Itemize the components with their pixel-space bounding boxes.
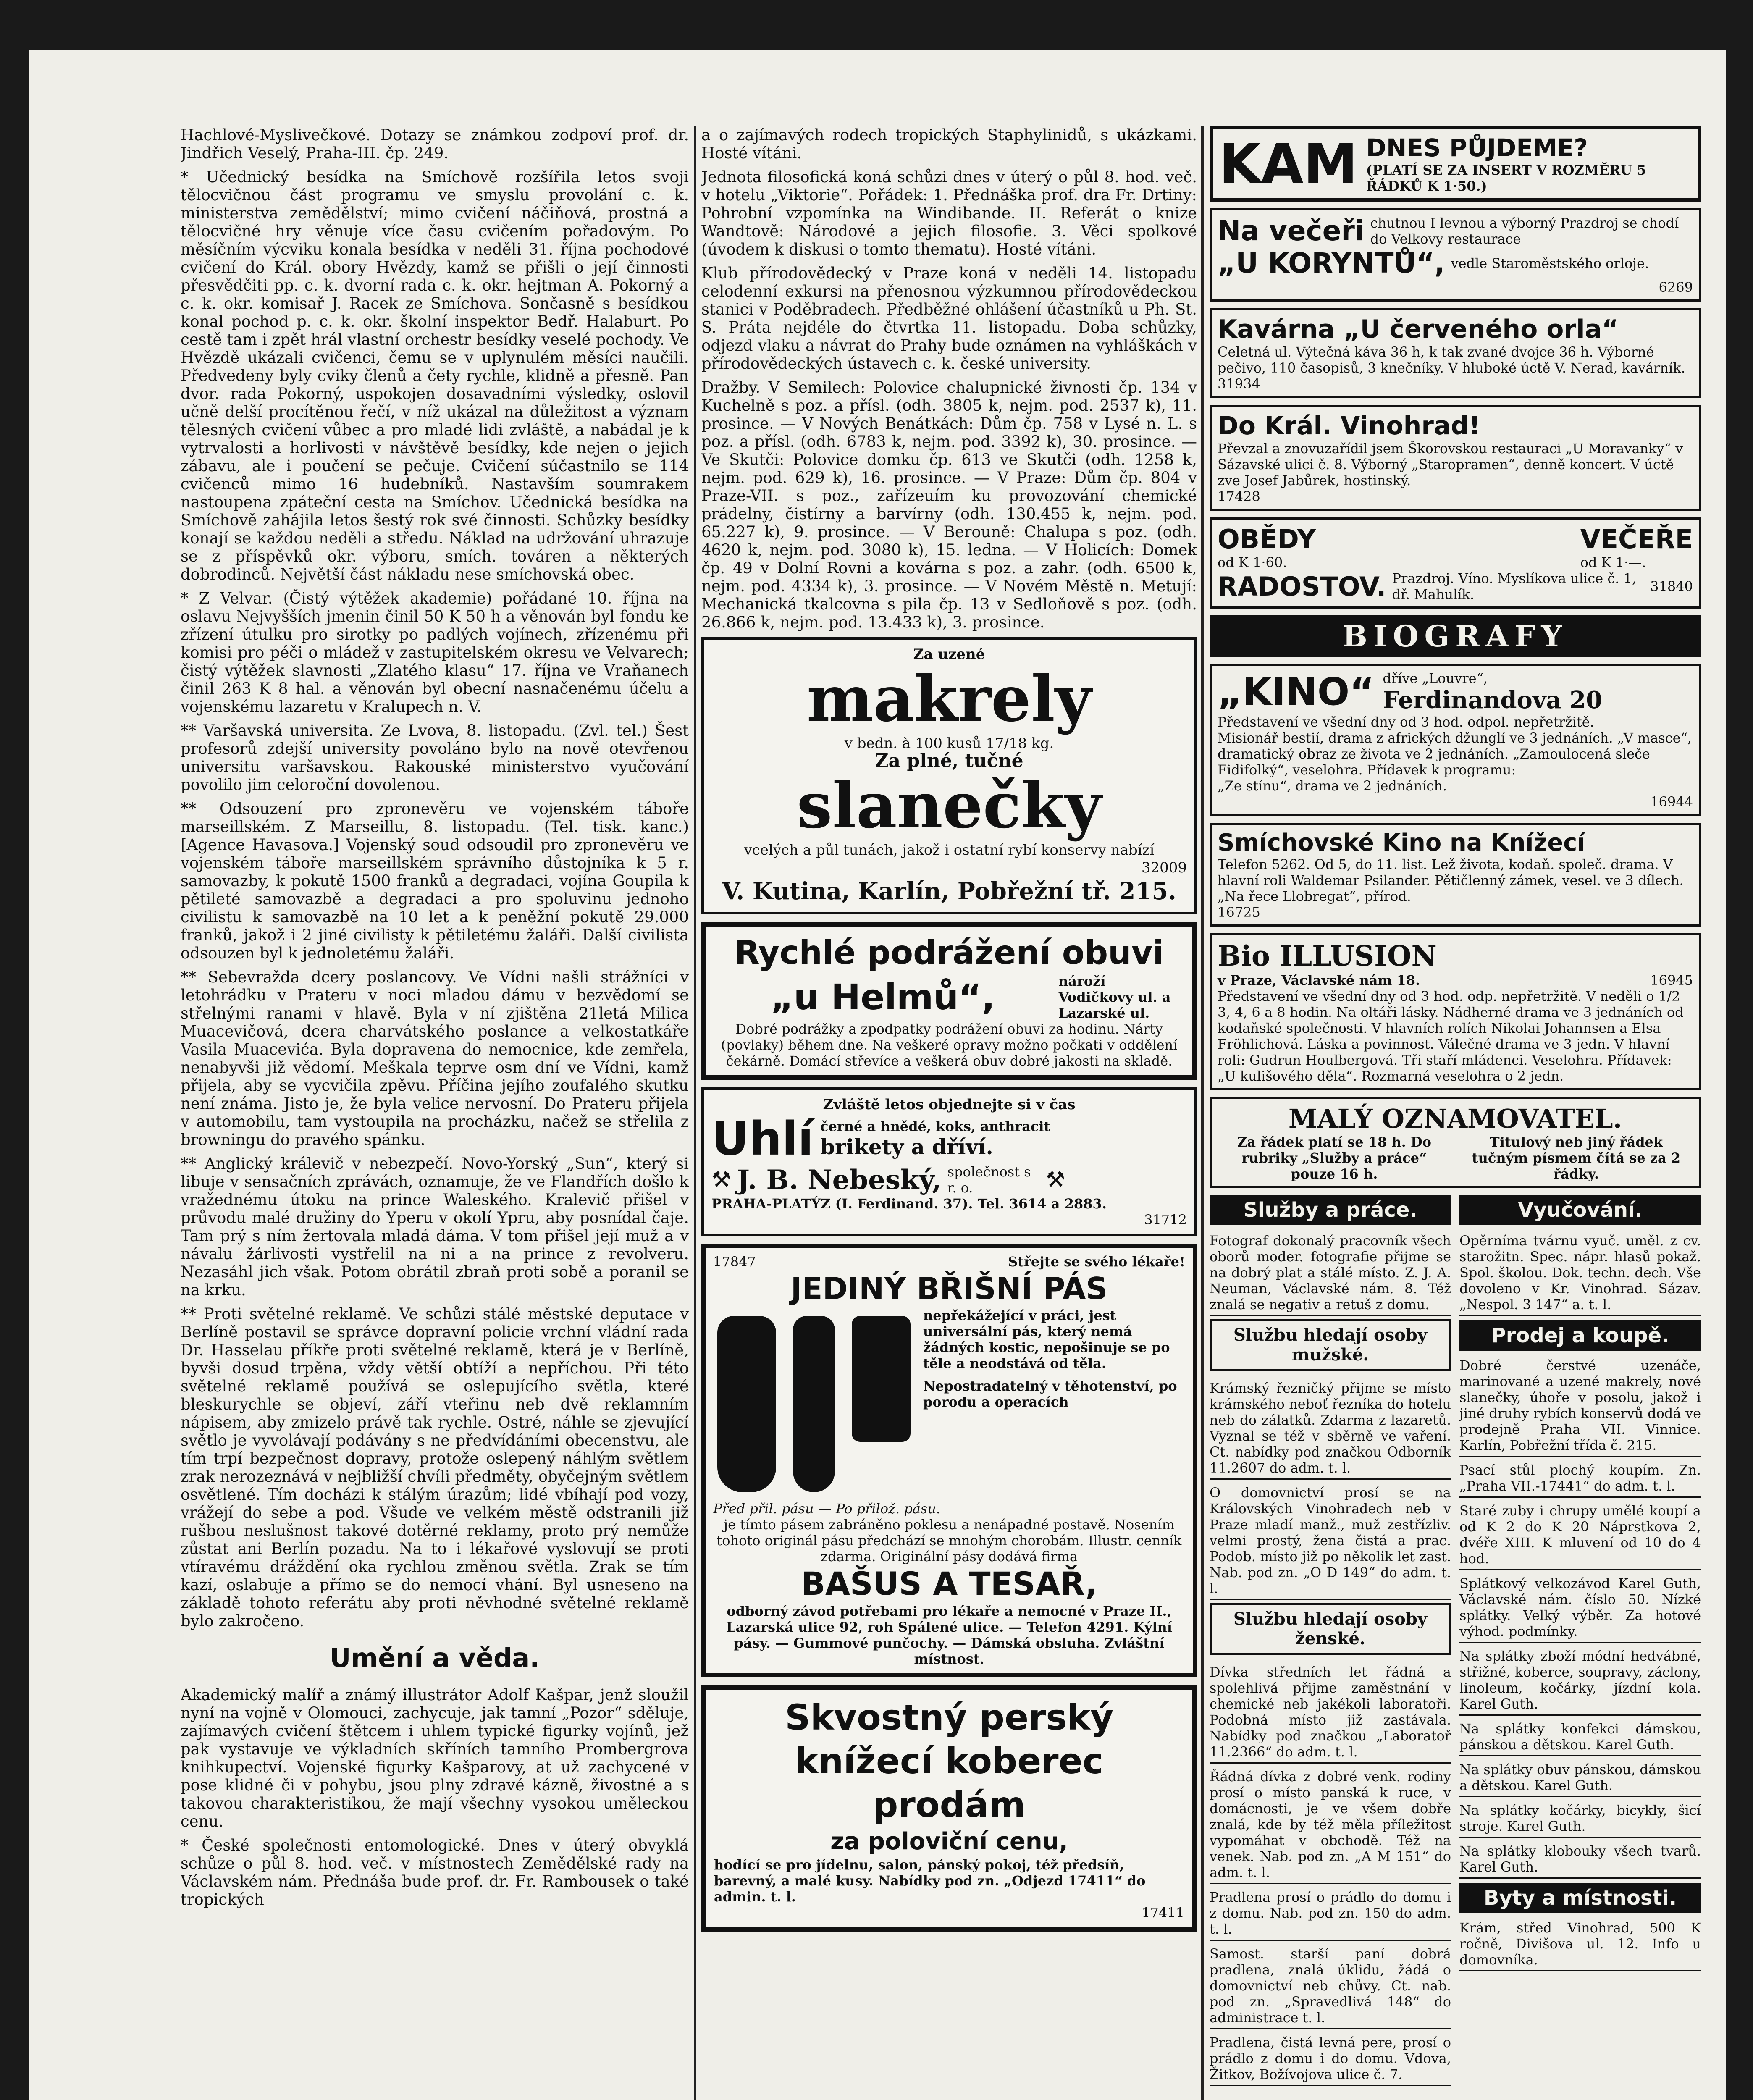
article-paragraph: Dražby. V Semilech: Polovice chalupnické živnosti čp. 134 v Kuchelně s poz. a přísl. (odh. 3805 k, nejm. pod. 2537 k), 11. prosince. — V Nových Benátkách: Dům čp. 758 v Lysé n. L. s poz. a přísl. (odh. 6783 k, nejm. pod. 3392 k), 30. prosince. — Ve Skutči: Polovice domku čp. 613 ve Skutči (odh. 1258 k, nejm. pod. 629 k), 16. prosince. — V Praze: Dům čp. 804 v Praze-VII. s poz., zařízeuím ku provozování chemické prádelny, čistírny a barvírny (odh. 130.455 k, nejm. pod. 65.227 k), 9. prosince. — V Berouně: Chalupa s poz. (odh. 4620 k, nejm. pod. 3080 k), 15. ledna. — V Holicích: Domek čp. 49 v Dolní Rovni a kovárna s poz. a zahr. (odh. 6500 k, nejm. pod. 4334 k), 3. prosince. — V Novém Městě n. Metují: Mechanická tkalcovna s pila čp. 13 v Sedloňově s poz. (odh. 26.866 k, nejm. pod. 13.433 k), 3. prosince.	[701, 378, 1197, 631]
classified-ad: Fotograf dokonalý pracovník všech oborů moder. fotografie přijme se na dobrý plat a stálé místo. Z. J. A. Neuman, Václavské nám. 8. Též znalá se negativ a retuš z domu.	[1210, 1230, 1451, 1316]
ad-helmu-title: Rychlé podrážení obuvi	[734, 934, 1164, 972]
ad-pas-head	[713, 1254, 1185, 1270]
ad-kino-number: 16944	[1650, 794, 1693, 810]
label-prodej-koupe: Prodej a koupě.	[1459, 1320, 1701, 1351]
oznamovatel-title: MALÝ OZNAMOVATEL.	[1288, 1103, 1622, 1134]
news-paragraphs	[181, 126, 689, 1630]
ad-koberec-title-2: knížecí koberec	[795, 1740, 1104, 1782]
oznamovatel-prices	[1218, 1134, 1693, 1182]
classified-ad: Pradlena prosí o prádlo do domu i z domu. Nab. pod zn. 150 do adm. t. l.	[1210, 1887, 1451, 1941]
ad-kino-title: „KINO“	[1218, 670, 1375, 714]
ad-vinohrady	[1210, 405, 1701, 511]
article-paragraph: ** Sebevražda dcery poslancovy. Ve Vídni našli strážníci v letohrádku v Prateru v noci mladou dámu v bezvědomí se střelnými ranami v hlavě. Byla v ní zjištěna 21letá Milica Muacevičová, dcera charvátského poslance a velkostatkáře Vasila Muacevića. Byla dopravena do nemocnice, kde zemřela, nenabyvši již vědomí. Meškala teprve osm dní ve Vídni, kamž přijela, aby se vycvičila zpěvu. Příčina jejího zoufalého skutku není známa. Jisto je, že byla velice nervosní. Do Prateru přijela v automobilu, tam vystoupila na procházku, načež se střelila z browningu do pravého spánku.	[181, 968, 689, 1149]
column-ads-right	[1210, 126, 1701, 2100]
ad-radostov-row	[1218, 570, 1693, 602]
ad-kino-text-1: Představení ve všední dny od 3 hod. odpol. nepřetržitě.	[1218, 714, 1594, 730]
ad-kavarna-text: Celetná ul. Výtečná káva 36 h, k tak zvané dvojce 36 h. Výborné pečivo, 110 časopisů, 3 knečníky. V hluboké úctě V. Nerad, kavárník.	[1218, 344, 1685, 376]
article-paragraph: Jednota filosofická koná schůzi dnes v úterý o půl 8. hod. več. v hotelu „Viktorie“. Pořádek: 1. Přednáška prof. dra Fr. Drtiny: Pohrobní vzpomínka na Windibande. II. Referát o knize Wandtově: Národové a jejich filosofie. 3. Věci spolkové (úvodem k diskusi o tomto thematu). Hosté vítáni.	[701, 168, 1197, 258]
article-paragraph: ** Proti světelné reklamě. Ve schůzi stálé městské deputace v Berlíně postavil se správce dopravní policie vrchní vládní rada Dr. Hasselau příkře proti světelné reklamě, která je v Berlíně, byvši dosud trpěna, vždy větší obtíží a nepříchou. Při této světelné reklamě používá se oslepujícího světla, které bleskurychle se objeví, září vteřinu neb dvě reklamním nápisem, aby zmizelo právě tak rychle. Ostré, náhle se zjevující světlo je vyvolávají podávány s ne předvídáními obecenstvu, ale tím trpí bezpečnost dopravy, protože oslepený náhlým světlem zrak nerozeznává v nejbližší chvíli předměty, obyčejným světlem osvětlené. Tím docházi k stálým úrazům; lidé vbíhají pod vozy, vrážejí do sebe a pod. Všude ve velkém městě odstranili již rušbou neslušnost takové dotěrné reklamy, proto prý nemůže zůstat ani Berlín pozadu. Na to i lékařové vyslovují se proti vtíravému dráždění oka rychlou změnou světla. Zrak se tím kazí, oslabuje a přímo se do nemocí vhání. Byl usneseno na základě tohoto referátu aby proti něvhodné světelné reklamě bylo zakročeno.	[181, 1305, 689, 1630]
classified-ad: Staré zuby i chrupy umělé koupí a od K 2 do K 20 Náprstkova 2, dvéře XIII. K mluvení od 10 do 4 hod.	[1459, 1500, 1701, 1570]
classified-ad: Řádná dívka z dobré venk. rodiny prosí o místo panská k ruce, v domácnosti, je ve všem dobře znalá, kde by též měla příležitost vypomáhat v obchodě. Též na venek. Nab. pod zn. „A M 151“ do adm. t. l.	[1210, 1766, 1451, 1884]
ad-koberec-title-4: za poloviční cenu,	[830, 1828, 1068, 1855]
ad-koryntu	[1210, 208, 1701, 302]
maly-oznamovatel	[1210, 1097, 1701, 1188]
ad-obedy-price: od K 1·60.	[1218, 554, 1287, 570]
ad-helmu-firm: „u Helmů“,	[770, 976, 995, 1018]
classifieds	[1210, 1195, 1701, 2089]
ad-kino	[1210, 664, 1701, 816]
ad-kavarna-title: Kavárna „U červeného orla“	[1218, 315, 1619, 344]
ad-makrely-top: Za uzené	[913, 646, 985, 663]
ad-makrely-line: vcelých a půl tunách, jakož i ostatní rybí konservy nabízí	[744, 842, 1155, 858]
column-rule-2	[1201, 126, 1204, 2100]
label-sluzby-prace: Služby a práce.	[1210, 1195, 1451, 1225]
classified-ad: Na splátky konfekci dámskou, pánskou a dětskou. Karel Guth.	[1459, 1718, 1701, 1756]
classified-ad: Krámský řezničký přijme se místo krámského neboť řezníka do hotelu neb do zálatků. Zdarma z lazaretů. Vyznal se též v sběrně ve vaření. Ct. nabídky pod značkou Odborník 11.2607 do adm. t. l.	[1210, 1378, 1451, 1480]
newspaper-page	[29, 50, 1726, 2100]
ad-pas-top: Střejte se svého lékaře!	[1008, 1254, 1185, 1270]
ad-pas-text-5: odborný závod potřebami pro lékaře a nemocné v Praze II., Lazarská ulice 92, roh Spálené ulice. — Telefon 4291. Kýlní pásy. — Gummové punčochy. — Dámská obsluha. Zvláštní místnost.	[726, 1603, 1172, 1667]
ad-koberec-title-1: Skvostný perský	[785, 1697, 1113, 1738]
ad-helmu	[701, 922, 1197, 1080]
article-paragraph: a o zajímavých rodech tropických Staphylinidů, s ukázkami. Hosté vítáni.	[701, 126, 1197, 162]
article-paragraph: * České společnosti entomologické. Dnes v úterý obvyklá schůze o půl 8. hod. več. v místnostech Zemědělské rady na Václavském nám. Přednáša bude prof. dr. Fr. Rambousek o také tropických	[181, 1836, 689, 1908]
label-vyucovani: Vyučování.	[1459, 1195, 1701, 1225]
header-kam-dnes	[1210, 126, 1701, 202]
ad-vecere-right	[1580, 524, 1693, 570]
ad-uhli-row	[711, 1113, 1187, 1164]
ad-makrely	[701, 637, 1197, 914]
classified-ad: O domovnictví prosí se na Královských Vinohradech neb v Praze mladí manž., muž zestřízliv. velmi prostý, žena čistá a prac. Podob. místo již po několik let zast. Nab. pod zn. „O D 149“ do adm. t. l.	[1210, 1482, 1451, 1600]
header-kam-right	[1366, 134, 1692, 194]
ad-koryntu-row	[1218, 215, 1693, 247]
ad-radostov-text: Prazdroj. Víno. Myslíkova ulice č. 1, dř. Mahulík.	[1392, 570, 1637, 602]
ad-kavarna-number: 31934	[1218, 376, 1260, 392]
article-paragraph: ** Varšavská universita. Ze Lvova, 8. listopadu. (Zvl. tel.) Šest profesorů zdejší university povoláno bylo na nově otevřenou universitu varšavskou. Rakouské ministerstvo vyučování povolilo jim celoroční dovolenou.	[181, 722, 689, 794]
ad-koryntu-text: chutnou I levnou a výborný Prazdroj se chodí do Velkovy restaurace	[1370, 215, 1679, 247]
ad-smichov-kino	[1210, 823, 1701, 927]
classified-ad: Na splátky klobouky všech tvarů. Karel Guth.	[1459, 1840, 1701, 1879]
ad-illusion-number: 16945	[1650, 972, 1693, 988]
ad-makrely-title: makrely	[806, 662, 1092, 736]
ad-makrely-firm: V. Kutina, Karlín, Pobřežní tř. 215.	[722, 877, 1176, 905]
ad-uhli-products	[820, 1118, 1187, 1159]
classified-ad: Na splátky kočárky, bicykly, šicí stroje. Karel Guth.	[1459, 1800, 1701, 1838]
classified-ad: Opěrníma tvárnu vyuč. uměl. z cv. starožitn. Spec. nápr. hlasů pokaž. Spol. školou. Dok. techn. dech. Vše dovoleno v Kr. Vinohrad. Sázav. „Nespol. 3 147“ a. t. l.	[1459, 1230, 1701, 1316]
classified-ad: Pradlena, čistá levná pere, prosí o prádlo z domu i do domu. Vdova, Žitkov, Božívojova ulice č. 7.	[1210, 2032, 1451, 2086]
ad-kino-address: Ferdinandova 20	[1383, 686, 1603, 714]
ad-vecere-price: od K 1·—.	[1580, 554, 1646, 570]
belt-illustration	[713, 1316, 915, 1492]
classified-ad: Samost. starší paní dobrá pradlena, znalá úklidu, žádá o domovnictví neb chůvy. Ct. nab. pod zn. „Spravedlivá 148“ do administrace t. l.	[1210, 1943, 1451, 2029]
ad-pas-text-1: nepřekážející v práci, jest universální pás, který nemá žádných kostic, nepošinuje se po těle a neodstává od těla.	[923, 1307, 1170, 1371]
ad-vecere-title: VEČEŘE	[1580, 524, 1693, 554]
ad-koryntu-title-1: Na večeři	[1218, 215, 1365, 247]
article-paragraph: Akademický malíř a známý illustrátor Adolf Kašpar, jenž sloužil nyní na vojně v Olomouci, zachycuje, jak tamní „Pozor“ sděluje, zajímavých cvičení štětcem i uhlem typické figurky vojínů, jež pak vystavuje ve výkladních skříních tamního Prombergrova knihkupectví. Vojenské figurky Kašparovy, at už zachycené v pose klidné či v pohybu, jsou plny zdravé kázně, živostné a s takovou charakteristikou, že mají všechny vysokou uměleckou cenu.	[181, 1686, 689, 1830]
ad-helmu-row	[714, 973, 1184, 1021]
classified-ad: Na splátky obuv pánskou, dámskou a dětskou. Karel Guth.	[1459, 1759, 1701, 1797]
ad-obedy-title: OBĚDY	[1218, 524, 1316, 554]
article-paragraph: Hachlové-Myslivečkové. Dotazy se známkou zodpoví prof. dr. Jindřich Veselý, Praha-III. čp. 249.	[181, 126, 689, 162]
ad-kavarna	[1210, 308, 1701, 398]
ad-koberec-title-3: prodám	[873, 1784, 1026, 1825]
news-paragraphs-middle	[701, 126, 1197, 631]
classifieds-right	[1459, 1195, 1701, 2089]
classifieds-left-items	[1210, 1230, 1451, 2086]
belt-icon	[852, 1316, 911, 1442]
oznamovatel-price-2: Titulový neb jiný řádek tučným písmem čítá se za 2 řádky.	[1472, 1134, 1681, 1182]
ad-slanecky-title: slanečky	[797, 769, 1102, 843]
ad-pas-body	[713, 1307, 1185, 1501]
article-paragraph: ** Odsouzení pro zpronevěru ve vojenském táboře marseillském. Z Marseillu, 8. listopadu. (Tel. tisk. kanc.) [Agence Havasova.] Vojenský soud odsoudil pro zpronevěru ve vojenském táboře marseillském správního důstojníka k 5 r. samovazby, k pokutě 1500 franků a degradaci, vojína Goupila k pětileté samovazbě a degradaci a pro spoluvinu jednoho civilistu k samovazbě na 10 let a k peněžní pokutě 29.000 franků, jakož i 2 jiné civilisty k pětiletému žaláři. Další civilista odsouzen byl k jednoletému žaláři.	[181, 800, 689, 962]
label-muzske: Službu hledají osoby mužské.	[1210, 1319, 1451, 1371]
ad-pas-firm: BAŠUS A TESAŘ,	[801, 1565, 1097, 1602]
header-kam-price: (PLATÍ SE ZA INSERT V ROZMĚRU 5 ŘÁDKŮ K 1·50.)	[1366, 162, 1646, 194]
classified-ad: Dobré čerstvé uzenáče, marinované a uzené makrely, nové slanečky, úhoře v posolu, jakož i jiné druhy rybích konservů dodá ve prodejně Praha VII. Vinnice. Karlín, Pobřežní třída č. 215.	[1459, 1355, 1701, 1457]
ad-uhli-firm-sub: společnost s r. o.	[947, 1164, 1031, 1196]
header-kam-title: KAM	[1219, 132, 1358, 196]
ad-bio-illusion	[1210, 933, 1701, 1090]
ad-uhli-address: PRAHA-PLATÝZ (I. Ferdinand. 37). Tel. 3614 a 2883.	[711, 1196, 1107, 1212]
ad-koryntu-number: 6269	[1659, 279, 1693, 295]
column-rule-1	[694, 126, 696, 2100]
ad-koberec	[701, 1685, 1197, 1932]
ad-vinohrady-title: Do Král. Vinohrad!	[1218, 411, 1480, 441]
section-biografy: BIOGRAFY	[1210, 615, 1701, 657]
ad-kino-text-3: „Ze stínu“, drama ve 2 jednáních.	[1218, 778, 1447, 794]
ad-illusion-address: v Praze, Václavské nám 18.	[1218, 972, 1420, 988]
column-news-middle	[701, 126, 1197, 2100]
classified-ad: Krám, střed Vinohrad, 500 K ročně, Divišova ul. 12. Info u domovníka.	[1459, 1917, 1701, 1971]
classified-ad: Splátkový velkozávod Karel Guth, Václavské nám. číslo 50. Nízké splátky. Velký výběr. Za hotové výhod. podmínky.	[1459, 1573, 1701, 1643]
hammer-icon: ⚒	[711, 1167, 731, 1192]
ad-kino-right	[1383, 670, 1602, 714]
ad-helmu-address: nároží Vodičkovy ul. a Lazarské ul.	[1058, 973, 1171, 1021]
classified-ad: Dívka středních let řádná a spolehlivá přijme zaměstnání v chemické neb jakékoli laboratoři. Podobná místo již zastávala. Nabídky pod značkou „Laboratoř 11.2366“ do adm. t. l.	[1210, 1662, 1451, 1764]
ad-pas-text-4: je tímto pásem zabráněno poklesu a nenápadné postavě. Nosením tohoto originál pásu předchází se mnohým chorobám. Illustr. cenník zdarma. Originální pásy dodává firma	[716, 1517, 1182, 1564]
ad-pas-text-block	[923, 1307, 1185, 1501]
ad-helmu-text: Dobré podrážky a zpodpatky podrážení obuvi za hodinu. Nárty (povlaky) během dne. Na veškeré opravy možno počkati v oddělení čekárně. Domácí střevíce a veškerá obuv dobré jakosti na skladě.	[721, 1021, 1178, 1069]
ad-illusion-title: Bio ILLUSION	[1218, 940, 1437, 972]
ad-illusion-text: Představení ve všední dny od 3 hod. odp. nepřetržitě. V neděli o 1/2 3, 4, 6 a 8 hodin. Na oltáři lásky. Nádherné drama ve 3 jednáních od kodaňské společnosti. V hlavních rolích Nikolai Johannsen a Elsa Fröhlichová. Láska a povinnost. Válečné drama ve 3 jedn. V hlavní roli: Gudrun Houlbergová. Tři staří mládenci. Veselohra. Přídavek: „U kulišového děla“. Rozmarná veselohra o 2 jedn.	[1218, 988, 1684, 1084]
ad-koberec-text: hodící se pro jídelnu, salon, pánský pokoj, též předsíň, barevný, a malé kusy. Nabídky pod zn. „Odjezd 17411“ do admin. t. l.	[714, 1857, 1146, 1905]
ad-radostov-title: RADOSTOV.	[1218, 571, 1386, 602]
ad-vinohrady-number: 17428	[1218, 488, 1260, 504]
ad-kino-row	[1218, 670, 1693, 714]
ad-smichov-number: 16725	[1218, 904, 1260, 920]
ad-makrely-number: 32009	[1141, 859, 1187, 876]
ad-pas-number: 17847	[713, 1254, 756, 1270]
ad-uhli-top: Zvláště letos objednejte si v čas	[823, 1096, 1076, 1113]
classifieds-right-items	[1459, 1230, 1701, 1971]
ad-pas-caption: Před přil. pásu — Po přilož. pásu.	[713, 1501, 941, 1517]
label-zenske: Službu hledají osoby ženské.	[1210, 1603, 1451, 1655]
ad-obedy-row	[1218, 524, 1693, 570]
ad-uhli-firm-row	[711, 1164, 1187, 1196]
ad-koryntu-title-2: „U KORYNTŮ“,	[1218, 247, 1445, 279]
ad-koryntu-text-2: vedle Staroměstského orloje.	[1451, 255, 1649, 271]
ad-uhli-products-1: černé a hnědé, koks, anthracit	[820, 1118, 1050, 1134]
ad-makrely-mid2: Za plné, tučné	[875, 750, 1023, 772]
ad-kino-text-2: Misionář bestií, drama z afrických džunglí ve 3 jednáních. „V masce“, dramatický obraz ze života ve 2 jednáních. „Zamoulocená sleče Fidifolký“, veselohra. Přídavek k programu:	[1218, 730, 1692, 778]
classified-ad: Psací stůl plochý koupím. Zn. „Praha VII.-17441“ do adm. t. l.	[1459, 1460, 1701, 1498]
ad-uhli	[701, 1087, 1197, 1236]
figure-before-icon	[717, 1316, 776, 1492]
article-paragraph: Klub přírodovědecký v Praze koná v neděli 14. listopadu celodenní exkursi na přenosnou výzkumnou přírodovědeckou stanici v Poděbradech. Předběžné ohlášení účastníků u Ph. St. S. Práta nejdéle do čtvrtka 11. listopadu. Doba schůzky, odjezd vlaku a návrat do Prahy bude oznámen na vyhláškách v přírodovědeckých ústavech c. k. české university.	[701, 264, 1197, 373]
ad-vinohrady-text: Převzal a znovuzařídil jsem Škorovskou restauraci „U Moravanky“ v Sázavské ulici č. 8. Výborný „Staropramen“, denně koncert. V úctě zve Josef Jabůrek, hostinský.	[1218, 441, 1683, 488]
label-byty-mistnosti: Byty a místnosti.	[1459, 1883, 1701, 1913]
section-title-art-science: Umění a věda.	[330, 1643, 540, 1673]
oznamovatel-price-1: Za řádek platí se 18 h. Do rubriky „Služby a práce“ pouze 16 h.	[1237, 1134, 1432, 1182]
ad-kino-formerly: dříve „Louvre“,	[1383, 670, 1488, 686]
classifieds-left	[1210, 1195, 1451, 2089]
ad-pas-title: JEDINÝ BŘIŠNÍ PÁS	[790, 1271, 1108, 1306]
article-paragraph: * Učednický besídka na Smíchově rozšířila letos svoji tělocvičnou část programu ve smyslu provolání c. k. ministerstva zemědělství; mimo cvičení náčiňová, prostná a tělocvičné hry věnuje více času cvičením pořadovým. Po měsíčním výcviku konala besídka v neděli 31. října pochodové cvičení do Král. obory Hvězdy, kamž se přišli o její činnosti přesvědčiti pp. c. k. dvorní rada c. k. okr. hejtman A. Pokorný a c. k. okr. komisař J. Racek ze Smíchova. Sončasně s besídkou konal pochod p. c. k. okr. školní inspektor Bedř. Halaburt. Po cestě tam i zpět hrál vlastní orchestr besídky veselé pochody. Ve Hvězdě ukázali cvičenci, čemu se v uplynulém měsíci naučili. Předvedeny byly cviky členů a čety rychle, klidně a přesně. Pan dvor. rada Pokorný, uspokojen dosavadními výsledky, oslovil učně delší procítěnou řečí, v níž ukázal na důležitost a význam tělesných cvičení vůbec a pro mladé lidi zvláště, a nabádal je k vytrvalosti a horlivosti v návštěvě besídky, kde nejen o jejich zábavu, ale i poučení se pečuje. Cvičení súčastnilo se 114 cvičenců mimo 16 hudebníků. Nastavším soumrakem nastoupena zpáteční cesta na Smíchov. Učednická besídka na Smíchově zahájila letos šestý rok své činnosti. Schůzky besídky konají se každou neděli a středu. Náklad na udržování uhrazuje se z příspěvků okr. výboru, smích. továren a některých dobrodinců. Největší část nákladu nese smíchovská obec.	[181, 168, 689, 583]
ad-uhli-title: Uhlí	[711, 1112, 814, 1166]
news-paragraphs-art	[181, 1686, 689, 1908]
ad-obedy-left	[1218, 524, 1316, 570]
ad-brisni-pas	[701, 1244, 1197, 1677]
article-paragraph: * Z Velvar. (Čistý výtěžek akademie) pořádané 10. října na oslavu Nejvyšších jmenin činil 50 K 50 h a věnován byl fondu ke zřízení útulku pro sirotky po padlých vojínech, zřízenému při komisi pro péči o mládež v zastupitelském okresu ve Velvarech; čistý výtěžek slavnosti „Zlatého klasu“ 17. října ve Vraňanech činil 263 K 8 hal. a věnován byl obecní nasnačenému účelu a vojenskému lazaretu v Kralupech n. V.	[181, 589, 689, 716]
hammer-icon: ⚒	[1045, 1167, 1065, 1192]
ad-obedy	[1210, 517, 1701, 609]
ad-koryntu-row-2	[1218, 247, 1693, 279]
ad-koberec-number: 17411	[1142, 1905, 1184, 1921]
column-news-left	[181, 126, 689, 2100]
article-paragraph: ** Anglický králevič v nebezpečí. Novo-Yorský „Sun“, který si libuje v sensačních zprávách, oznamuje, že ve Flandřích došlo k vražednému útoku na prince Waleského. Kralevič přišel v průvodu malé družiny do Yperu v okolí Ypru, aby posnídal čaje. Tam prý s ním žertovala mladá dáma. V tom přišel její muž a v návalu žárlivosti vystřelil na ni a na prince z revolveru. Nezasáhl jich však. Potom obrátil zbraň proti sobě a poranil se na krku.	[181, 1155, 689, 1299]
ad-illusion-row	[1218, 972, 1693, 988]
ad-radostov-number: 31840	[1650, 578, 1693, 594]
ad-uhli-firm: J. B. Nebeský,	[737, 1164, 942, 1196]
classified-ad: Na splátky zboží módní hedvábné, střižné, koberce, soupravy, záclony, linoleum, kočárky, jízdní kola. Karel Guth.	[1459, 1646, 1701, 1716]
ad-smichov-title: Smíchovské Kino na Knížecí	[1218, 829, 1585, 856]
ad-smichov-text: Telefon 5262. Od 5, do 11. list. Lež života, kodaň. společ. drama. V hlavní roli Waldemar Psilander. Pětičlenný zámek, vesel. ve 3 dílech. „Na řece Llobregat“, přírod.	[1218, 856, 1684, 904]
ad-uhli-number: 31712	[1144, 1212, 1187, 1228]
header-kam-subtitle: DNES PŮJDEME?	[1366, 134, 1588, 162]
ad-uhli-products-2: brikety a dříví.	[820, 1134, 993, 1159]
figure-after-icon	[793, 1316, 835, 1492]
ad-pas-text-2: Nepostradatelný v těhotenství, po porodu a operacích	[923, 1378, 1177, 1410]
ad-makrely-mid: v bedn. à 100 kusů 17/18 kg.	[844, 735, 1054, 752]
